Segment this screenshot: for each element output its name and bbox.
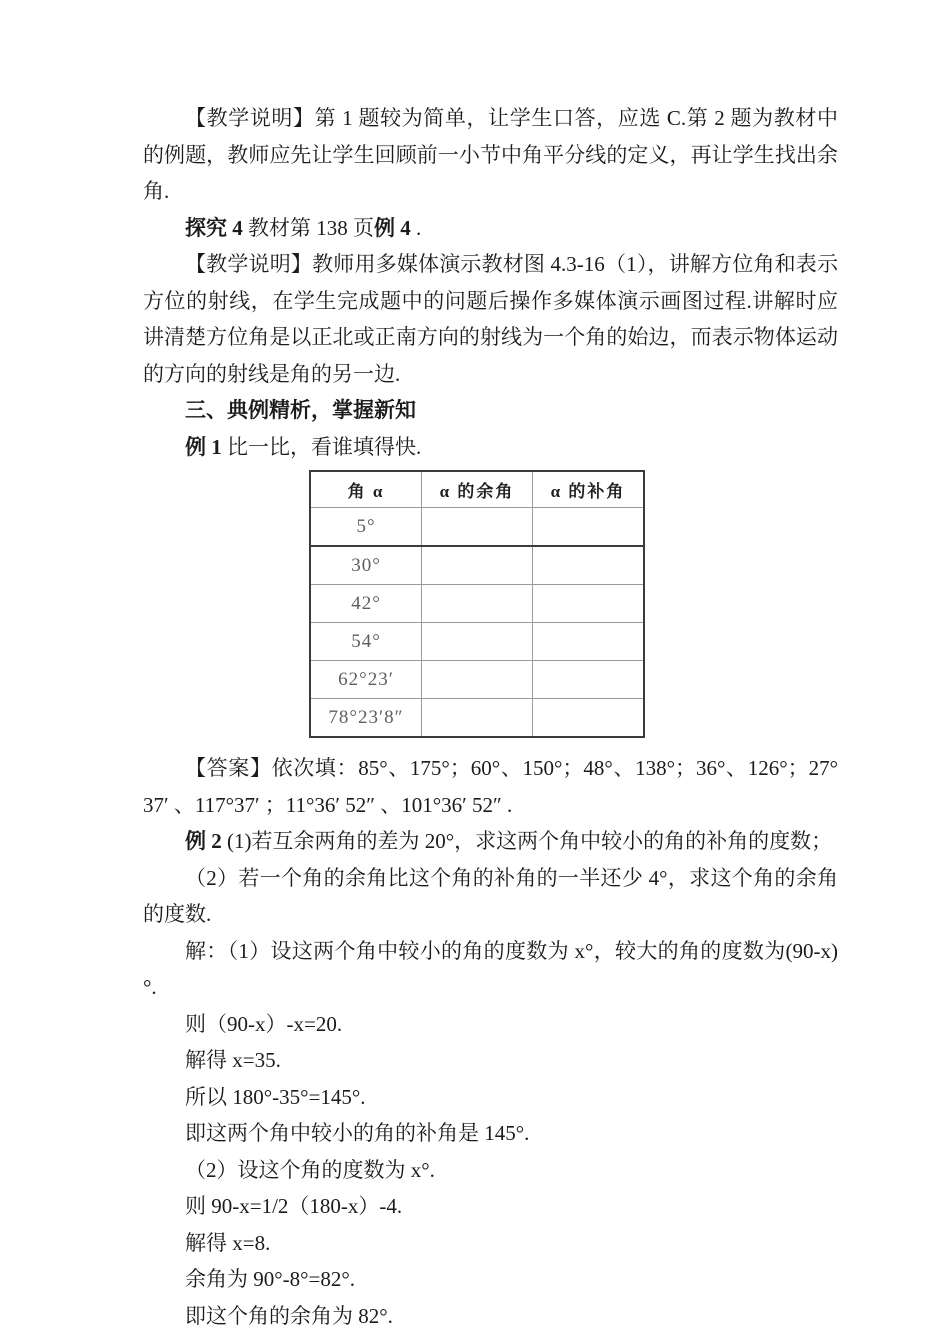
cell-angle: 62°23′ [310,661,422,699]
text-run: 教材第 138 页 [242,215,374,240]
column-header-complement: α 的余角 [422,471,533,508]
cell-angle: 30° [310,546,422,585]
paragraph-answer [143,750,838,823]
paragraph-conclusion-82 [143,1298,838,1335]
text-run: 比一比，看谁填得快. [221,434,422,459]
cell-supplement [533,661,645,699]
text-run: （2）若一个角的余角比这个角的补角的一半还少 4°，求这个角的余角的度数. [143,865,838,926]
cell-complement [422,623,533,661]
column-header-angle: 角 α [310,471,422,508]
table-header-row [310,471,644,508]
cell-supplement [533,508,645,547]
cell-complement [422,546,533,585]
heading-section-three [143,392,838,429]
text-run: 余角为 90°-8°=82°. [185,1267,356,1291]
cell-supplement [533,699,645,738]
text-run: 【答案】依次填：85°、175°；60°、150°；48°、138°；36°、126°；27°37′ 、117°37′ ；11°36′ 52″ 、101°36′ 52″ . [143,756,838,817]
angle-table-header [310,471,644,508]
table-row [310,546,644,585]
cell-complement [422,699,533,738]
text-run: 所以 180°-35°=145°. [185,1084,366,1109]
paragraph-solution-part-1 [143,933,838,1006]
paragraph-solve-x-8 [143,1225,838,1262]
text-run: （2）设这个角的度数为 x°. [185,1157,435,1182]
text-run: 例 4 [374,215,411,240]
paragraph-example-2 [143,823,838,860]
column-header-supplement: α 的补角 [533,471,645,508]
document-content [143,100,838,1334]
angle-table [309,470,645,738]
paragraph-result-145 [143,1079,838,1116]
cell-angle: 54° [310,623,422,661]
paragraph-explore-4 [143,210,838,247]
table-row [310,699,644,738]
paragraph-teaching-note-1 [143,100,838,210]
paragraph-example-2-question-2 [143,860,838,933]
cell-supplement [533,546,645,585]
text-run: 例 1 [185,434,222,459]
paragraph-complement-82 [143,1261,838,1298]
text-run: 则 90-x=1/2（180-x）-4. [185,1194,403,1218]
text-run: (1)若互余两角的差为 20°，求这两个角中较小的角的补角的度数； [221,829,833,853]
text-run: 三、典例精析，掌握新知 [185,398,416,422]
paragraph-solve-x-35 [143,1042,838,1079]
text-run: 解：（1）设这两个角中较小的角的度数为 x°，较大的角的度数为(90-x)°. [143,938,838,999]
paragraph-teaching-note-2 [143,246,838,392]
text-run: 【教学说明】第 1 题较为简单，让学生口答，应选 C.第 2 题为教材中的例题，教师应先让学生回顾前一小节中角平分线的定义，再让学生找出余角. [143,106,838,203]
text-run: 例 2 [185,829,222,853]
table-row [310,508,644,547]
text-run: 【教学说明】教师用多媒体演示教材图 4.3-16（1），讲解方位角和表示方位的射线，在学生完成题中的问题后操作多媒体演示画图过程.讲解时应讲清楚方位角是以正北或正南方向的射线为一个角的始边，而表示物体运动的方向的射线是角的另一边. [143,252,838,386]
table-row [310,623,644,661]
angle-table-body [310,508,644,738]
paragraph-conclusion-145 [143,1115,838,1152]
text-run: 即这个角的余角为 82°. [185,1303,393,1328]
paragraph-equation-1 [143,1006,838,1043]
table-row [310,585,644,623]
paragraph-example-1 [143,429,838,466]
text-run: 即这两个角中较小的角的补角是 145°. [185,1121,530,1145]
cell-complement [422,585,533,623]
text-run: 探究 4 [185,215,243,240]
cell-supplement [533,585,645,623]
text-run: 解得 x=8. [185,1230,271,1255]
paragraph-equation-2 [143,1188,838,1225]
cell-angle: 78°23′8″ [310,699,422,738]
paragraph-part-2-setup [143,1152,838,1189]
cell-complement [422,508,533,547]
cell-angle: 5° [310,508,422,547]
cell-supplement [533,623,645,661]
table-row [310,661,644,699]
text-run: . [410,215,422,240]
text-run: 解得 x=35. [185,1048,281,1072]
text-run: 则（90-x）-x=20. [185,1011,343,1036]
cell-angle: 42° [310,585,422,623]
cell-complement [422,661,533,699]
